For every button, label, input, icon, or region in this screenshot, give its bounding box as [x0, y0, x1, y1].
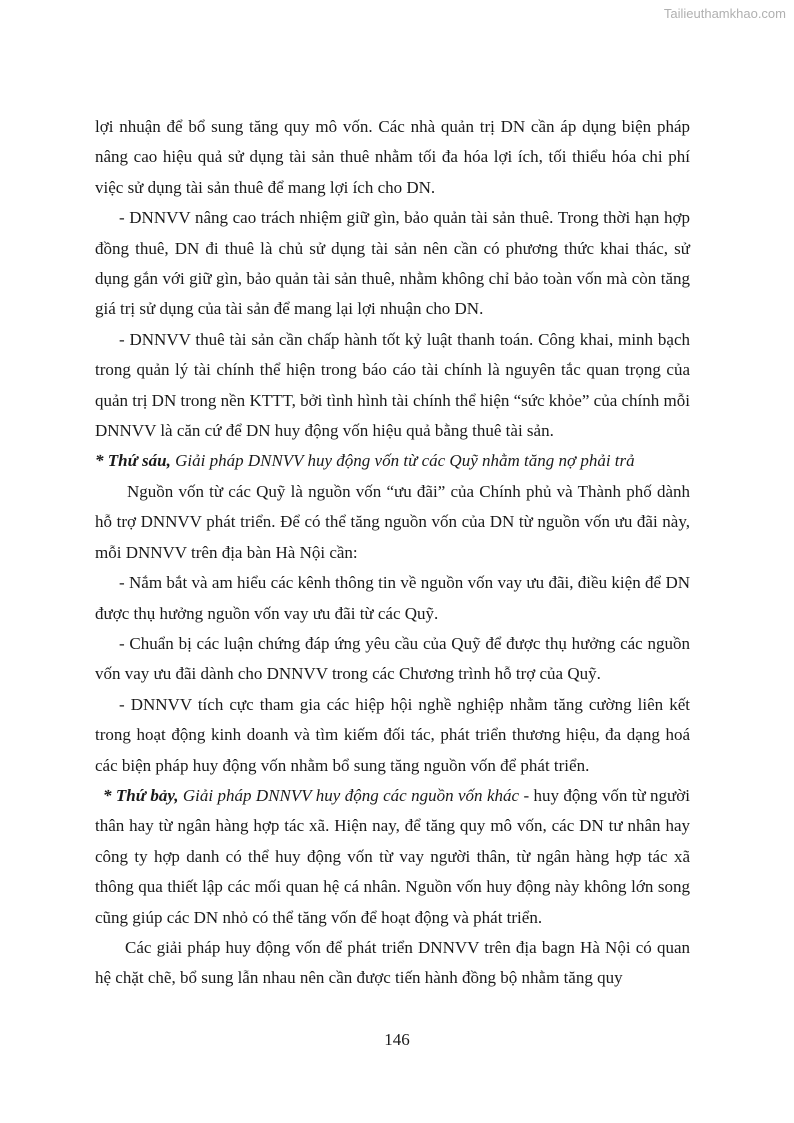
section-body: - huy động vốn từ người thân hay từ ngân hàng hợp tác xã. Hiện nay, để tăng quy mô vốn, các DN tư nhân hay công ty hợp danh có thể huy động vốn từ vay người thân, từ ngân hàng hợp tác xã thông qua thiết lập các mối quan hệ cá nhân. Nguồn vốn huy động này không lớn song cũng giúp các DN nhỏ có thể tăng vốn để hoạt động và phát triển.: [95, 785, 690, 927]
heading-lead: * Thứ sáu,: [95, 451, 171, 471]
paragraph: - Nắm bắt và am hiểu các kênh thông tin về nguồn vốn vay ưu đãi, điều kiện để DN được thụ hưởng nguồn vốn vay ưu đãi từ các Quỹ.: [95, 573, 690, 623]
paragraph: - DNNVV tích cực tham gia các hiệp hội nghề nghiệp nhằm tăng cường liên kết trong hoạt động kinh doanh và tìm kiếm đối tác, phát triển thương hiệu, đa dạng hoá các biện pháp huy động vốn nhằm bổ sung tăng nguồn vốn để phát triển.: [95, 694, 690, 775]
heading-text: Giải pháp DNNVV huy động các nguồn vốn khác: [178, 785, 520, 805]
paragraph: lợi nhuận để bổ sung tăng quy mô vốn. Các nhà quản trị DN cần áp dụng biện pháp nâng cao hiệu quả sử dụng tài sản thuê nhằm tối đa hóa lợi ích, tối thiểu hóa chi phí việc sử dụng tài sản thuê để mang lợi ích cho DN.: [95, 117, 690, 197]
paragraph: - Chuẩn bị các luận chứng đáp ứng yêu cầu của Quỹ để được thụ hưởng các nguồn vốn vay ưu đãi dành cho DNNVV trong các Chương trình hỗ trợ của Quỹ.: [95, 633, 690, 684]
paragraph: Nguồn vốn từ các Quỹ là nguồn vốn “ưu đãi” của Chính phủ và Thành phố dành hỗ trợ DNNVV phát triển. Để có thể tăng nguồn vốn của DN từ nguồn vốn ưu đãi này, mỗi DNNVV trên địa bàn Hà Nội cần:: [95, 481, 690, 562]
document-body: [95, 112, 690, 994]
paragraph: - DNNVV thuê tài sản cần chấp hành tốt kỷ luật thanh toán. Công khai, minh bạch trong quản lý tài chính thể hiện trong báo cáo tài chính là nguyên tắc quan trọng của quản trị DN trong nền KTTT, bởi tình hình tài chính thể hiện “sức khỏe” của chính mỗi DNNVV là căn cứ để DN huy động vốn hiệu quả bằng thuê tài sản.: [95, 329, 690, 441]
paragraph: - DNNVV nâng cao trách nhiệm giữ gìn, bảo quản tài sản thuê. Trong thời hạn hợp đồng thuê, DN đi thuê là chủ sử dụng tài sản nên cần có phương thức khai thác, sử dụng gắn với giữ gìn, bảo quản tài sản thuê, nhằm không chỉ bảo toàn vốn mà còn tăng giá trị sử dụng của tài sản để mang lại lợi nhuận cho DN.: [95, 208, 690, 319]
paragraph: Các giải pháp huy động vốn để phát triển DNNVV trên địa bagn Hà Nội có quan hệ chặt chẽ, bổ sung lẫn nhau nên cần được tiến hành đồng bộ nhằm tăng quy: [95, 937, 690, 988]
page-number: 146: [384, 1030, 410, 1049]
heading-lead: * Thứ bảy,: [103, 785, 179, 805]
watermark: Tailieuthamkhao.com: [663, 6, 786, 21]
heading-text: Giải pháp DNNVV huy động vốn từ các Quỹ nhằm tăng nợ phải trả: [170, 451, 635, 471]
section-seventh: [95, 781, 690, 933]
section-heading-sixth: [95, 446, 690, 476]
